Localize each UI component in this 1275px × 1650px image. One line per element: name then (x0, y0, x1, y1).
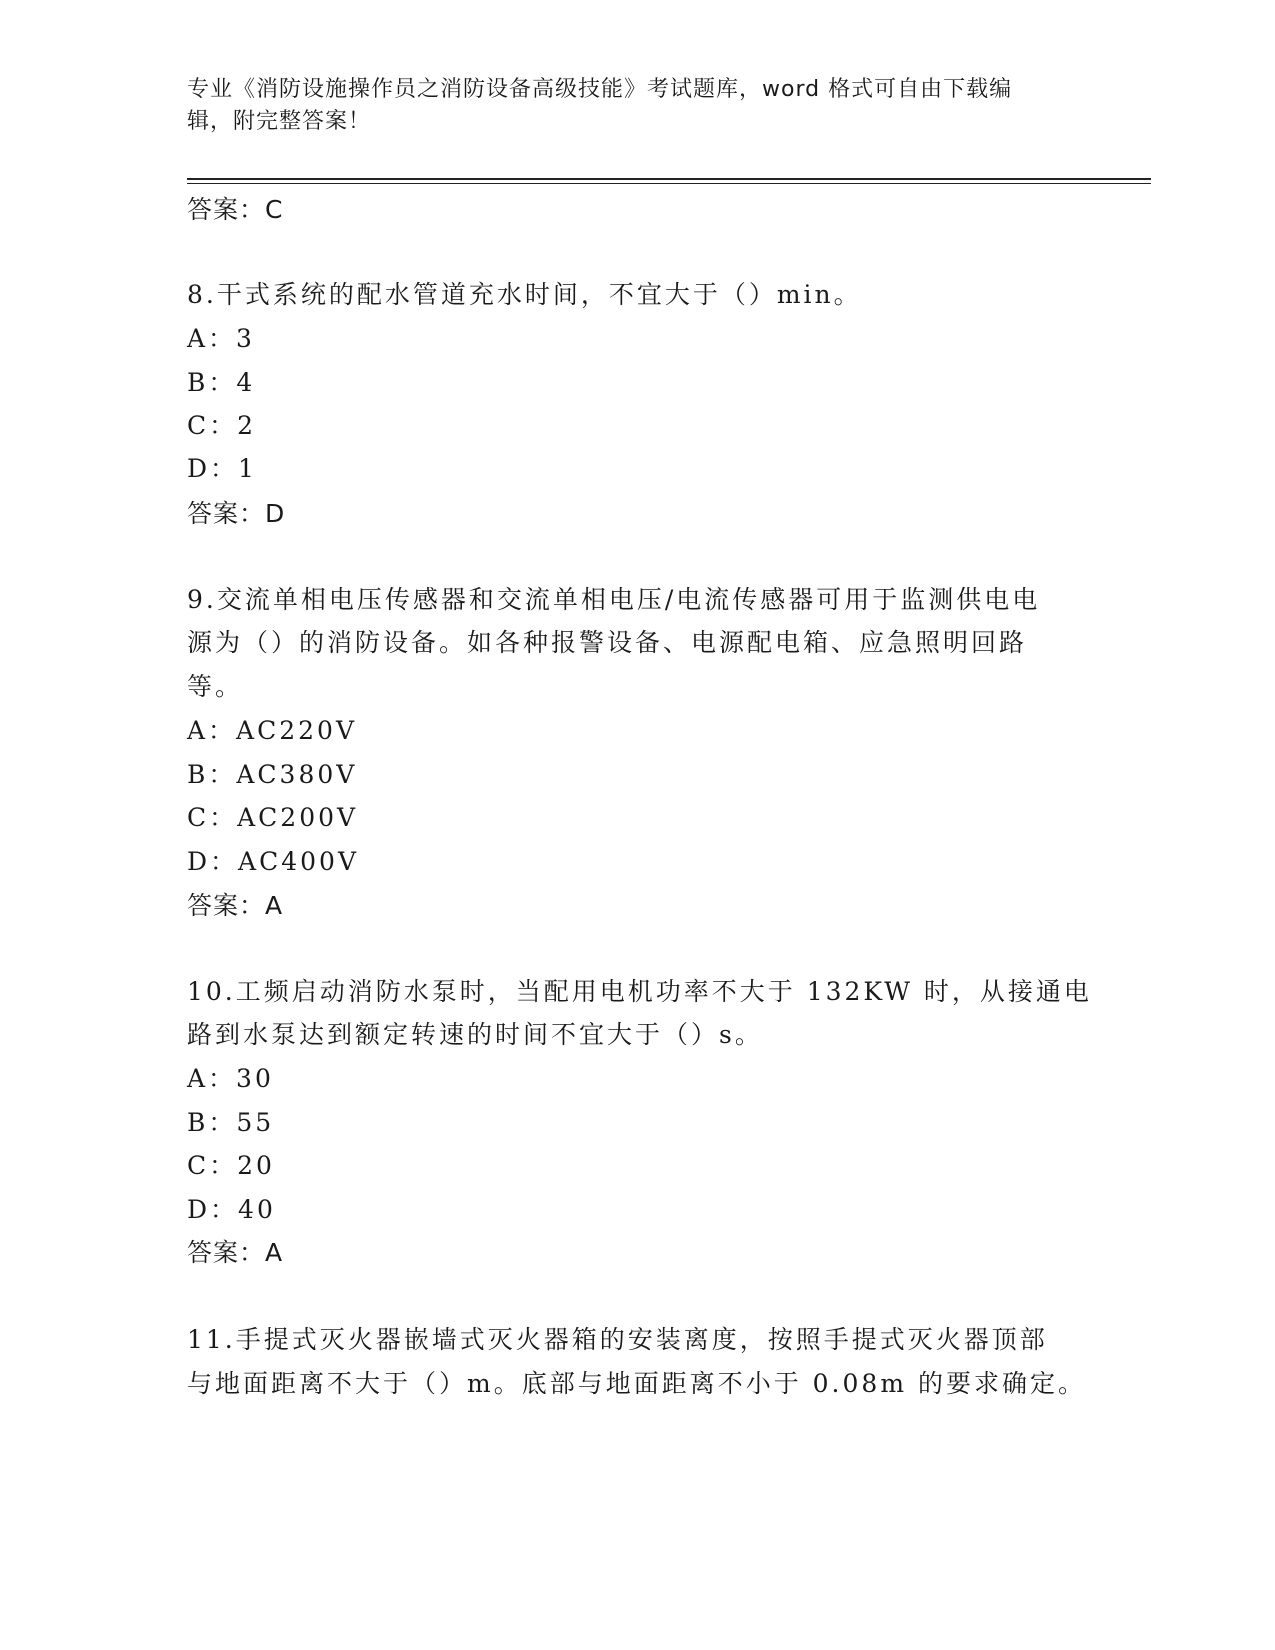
previous-answer: 答案：C (187, 195, 284, 224)
question-8-option-c: C：2 (187, 411, 257, 440)
question-9-stem-line-3: 等。 (187, 672, 244, 701)
question-8-option-b: B：4 (187, 368, 256, 397)
header-line-1: 专业《消防设施操作员之消防设备高级技能》考试题库，word 格式可自由下载编 (187, 77, 1013, 102)
question-8-answer: 答案：D (187, 499, 286, 528)
question-9-stem-line-1: 9.交流单相电压传感器和交流单相电压/电流传感器可用于监测供电电 (187, 585, 1041, 614)
question-8-option-a: A：3 (187, 324, 255, 353)
question-8-option-d: D：1 (187, 454, 257, 483)
question-10-option-c: C：20 (187, 1151, 275, 1180)
question-11-stem-line-1: 11.手提式灭火器嵌墙式灭火器箱的安装离度，按照手提式灭火器顶部 (187, 1325, 1048, 1354)
question-9-option-d: D：AC400V (187, 847, 359, 876)
question-8-stem: 8.干式系统的配水管道充水时间，不宜大于（）min。 (187, 280, 862, 309)
question-9-option-b: B：AC380V (187, 760, 358, 789)
question-9-stem-line-2: 源为（）的消防设备。如各种报警设备、电源配电箱、应急照明回路 (187, 628, 1028, 657)
question-9-option-a: A：AC220V (187, 716, 358, 745)
question-10-option-b: B：55 (187, 1108, 275, 1137)
question-10-answer: 答案：A (187, 1238, 284, 1267)
header-rule-thin (187, 183, 1151, 184)
question-9-option-c: C：AC200V (187, 803, 359, 832)
question-10-stem-line-1: 10.工频启动消防水泵时，当配用电机功率不大于 132KW 时，从接通电 (187, 977, 1092, 1006)
question-10-option-a: A：30 (187, 1064, 274, 1093)
question-10-stem-line-2: 路到水泵达到额定转速的时间不宜大于（）s。 (187, 1020, 763, 1049)
question-9-answer: 答案：A (187, 891, 284, 920)
header-rule-thick (187, 178, 1151, 180)
question-10-option-d: D：40 (187, 1195, 276, 1224)
document-header (187, 74, 1067, 138)
header-line-2: 辑，附完整答案！ (187, 109, 372, 134)
question-11-stem-line-2: 与地面距离不大于（）m。底部与地面距离不小于 0.08m 的要求确定。 (187, 1369, 1086, 1398)
